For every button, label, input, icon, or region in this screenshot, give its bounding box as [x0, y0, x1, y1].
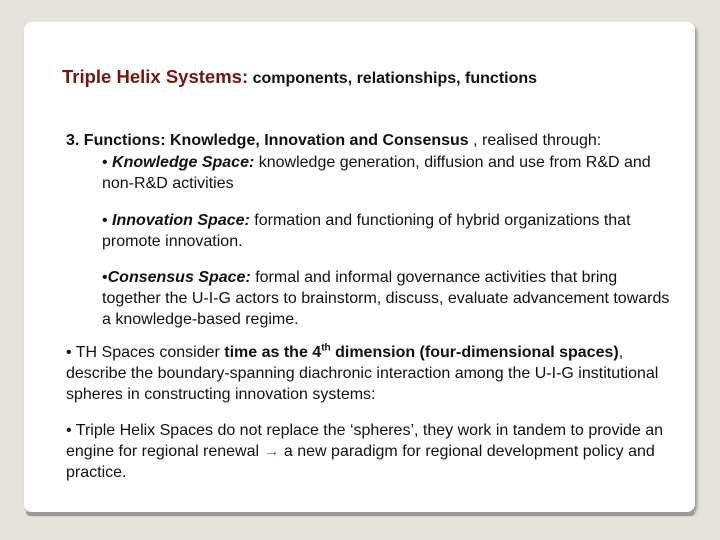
section-heading — [66, 130, 696, 151]
p2-text-b: a new paradigm for regional development policy and practice. — [66, 443, 655, 481]
paragraph-helix-spaces — [66, 420, 686, 483]
item-text: knowledge generation, diffusion and use from R&D and non-R&D activities — [102, 154, 651, 192]
p1-superscript: th — [321, 342, 331, 354]
item-text: formation and functioning of hybrid organizations that promote innovation. — [102, 212, 631, 250]
paragraph-th-spaces — [66, 342, 686, 405]
arrow-right-icon: → — [263, 443, 280, 460]
p1-text-d: , describe the boundary-spanning diachronic interaction among the U-I-G institutional spheres in constructing innovation systems: — [66, 344, 659, 403]
p1-text-a: • TH Spaces consider — [66, 344, 225, 361]
list-item-knowledge-space — [102, 152, 672, 194]
bullet: • — [102, 212, 113, 229]
section-heading-lead: 3. Functions: Knowledge, Innovation and Consensus — [66, 132, 469, 149]
p2-text-a: • Triple Helix Spaces do not replace the ‘spheres’, they work in tandem to provide an engine for regional renewal — [66, 422, 664, 460]
item-text: formal and informal governance activities that bring together the U-I-G actors to brainstorm, discuss, evaluate advancement towards a knowledge-based regime. — [102, 269, 670, 328]
title-main: Triple Helix Systems: — [62, 66, 249, 87]
bullet: • — [102, 154, 113, 171]
p1-text-c: dimension (four-dimensional spaces) — [330, 344, 619, 361]
p1-text-b: time as the 4 — [224, 344, 322, 361]
list-item-consensus-space — [102, 267, 672, 330]
section-heading-rest: , realised through: — [468, 132, 602, 149]
term-knowledge-space: Knowledge Space: — [112, 154, 255, 171]
term-consensus-space: Consensus Space: — [107, 269, 251, 286]
term-innovation-space: Innovation Space: — [112, 212, 250, 229]
bullet: • — [102, 269, 108, 286]
slide-title — [62, 66, 682, 88]
slide-shadow-bar — [26, 512, 695, 516]
title-subtitle: components, relationships, functions — [248, 70, 538, 87]
list-item-innovation-space — [102, 210, 672, 252]
